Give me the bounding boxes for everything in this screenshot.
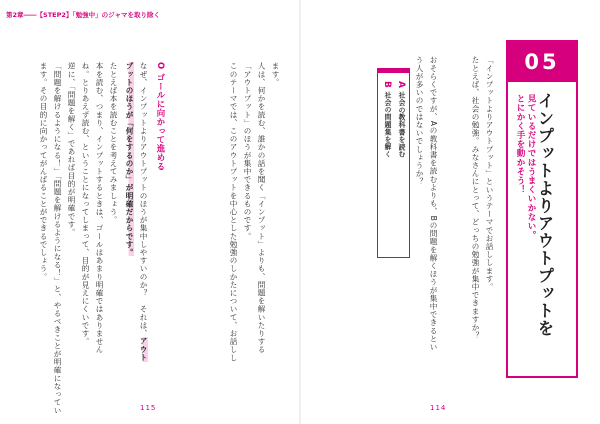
left-body-line: ます。その目的に向かってがんばることができるでしょう。	[39, 62, 48, 281]
highlight-text: アウト	[139, 337, 148, 362]
left-body-line: ね。とりあえず読む、ということになってしまって、目的が見えにくいです。	[81, 62, 90, 346]
chapter-subtitle-line: とにかく手を動かそう！	[515, 94, 525, 195]
left-body-line: 「問題を解けるようになる！」「問題を解けるようになる！」と、やるべきことが明確になってい	[53, 62, 62, 415]
choice-a-text: 社会の教科書を読む	[397, 91, 405, 159]
left-body-line	[136, 62, 150, 362]
right-body-line: たとえば、社会の勉強。みなさんにとって、どっちの勉強が集中できますか？	[471, 56, 480, 340]
left-intro-line: このテーマでは、このアウトプットを中心とした勉強のしかたについて、お話しし	[229, 62, 238, 362]
left-body-text: なぜ、インプットよりアウトプットのほうが集中しやすいのか？ それは、	[139, 62, 148, 338]
section-heading-text: ゴールに向かって進める	[156, 73, 166, 171]
section-marker: O	[156, 62, 166, 70]
chapter-title: インプットよりアウトプットを	[535, 92, 554, 337]
folio-left: 115	[140, 404, 157, 412]
right-body-line: 「インプットよりアウトプット」というテーマでお話しします。	[485, 56, 494, 291]
left-intro-line: 人は、何かを読む、誰かの話を聞く「インプット」よりも、問題を解いたりする	[257, 62, 266, 354]
left-body-line: 逆に、「問題を解く」であれば目的が明確です。	[67, 62, 76, 237]
choice-a	[396, 81, 406, 158]
section-heading	[155, 62, 167, 171]
page-gutter	[299, 0, 301, 424]
running-head: 第2章――【STEP2】「勉強中」のジャマを取り除く	[6, 11, 160, 19]
right-body-line: う人が多いのではないでしょうか？	[415, 56, 424, 186]
choice-b-letter: B	[382, 81, 392, 89]
choice-box	[377, 68, 410, 258]
right-body-line: おそらくですが、Aの教科書を読むよりも、Bの問題を解くほうが集中できるとい	[429, 56, 438, 351]
choice-b	[382, 81, 392, 158]
highlight-text: プットのほうが「何をするのか」が明確だからです。	[125, 62, 134, 257]
left-body-line: たとえば本を読むことを考えてみましょう。	[109, 62, 118, 224]
chapter-heading-box	[506, 40, 578, 378]
left-body-line: 本を読む、つまり、インプットするときは、ゴールはあまり明確ではありません	[95, 62, 104, 354]
left-body-line	[122, 62, 136, 256]
folio-right: 114	[430, 404, 447, 412]
chapter-number: 05	[508, 42, 576, 82]
chapter-subtitle	[514, 94, 536, 240]
left-intro-line: ます。	[271, 62, 280, 87]
chapter-subtitle-line: 見ているだけではうまくいかない。	[526, 94, 536, 240]
choice-b-text: 社会の問題集を解く	[383, 91, 391, 159]
choice-a-letter: A	[396, 81, 406, 89]
left-intro-line: 「アウトプット」のほうが集中できるものです。	[243, 62, 252, 241]
